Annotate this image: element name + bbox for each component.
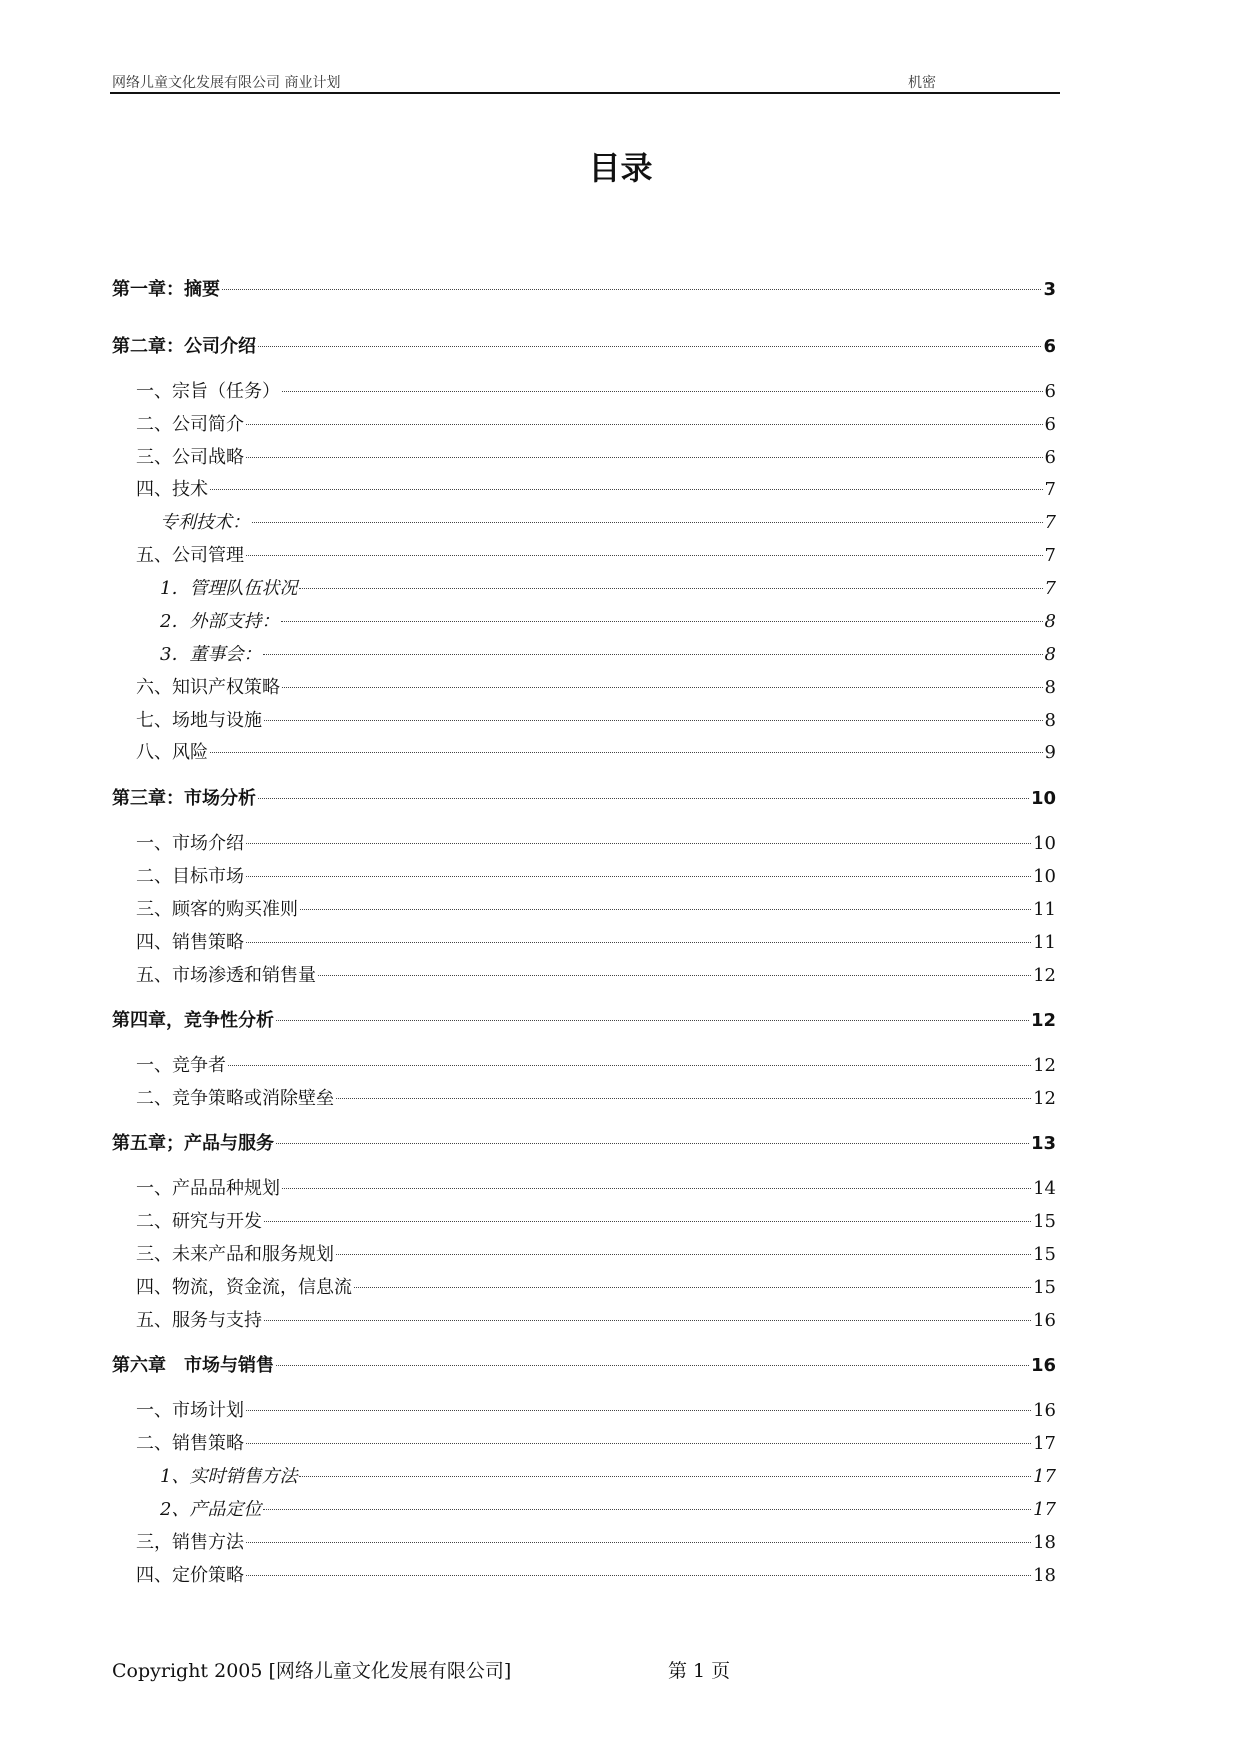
toc-entry-label: 第四章，竞争性分析 — [112, 1010, 274, 1031]
toc-entry-page: 12 — [1033, 965, 1056, 986]
toc-entry-section[interactable] — [112, 443, 1056, 469]
toc-entry-page: 8 — [1044, 677, 1056, 698]
toc-dot-leader — [282, 687, 1043, 688]
toc-entry-page: 7 — [1044, 512, 1056, 533]
toc-dot-leader — [281, 621, 1042, 622]
toc-entry-section[interactable] — [112, 377, 1056, 403]
toc-entry-section[interactable] — [112, 541, 1056, 567]
toc-entry-label: 一、产品品种规划 — [136, 1178, 280, 1199]
toc-entry-page: 6 — [1044, 414, 1056, 435]
toc-dot-leader — [246, 942, 1031, 943]
toc-entry-section[interactable] — [112, 928, 1056, 954]
toc-entry-page: 8 — [1044, 644, 1056, 665]
toc-entry-section[interactable] — [112, 1084, 1056, 1110]
toc-entry-label: 二、公司简介 — [136, 414, 244, 435]
toc-entry-section[interactable] — [112, 673, 1056, 699]
toc-entry-chapter[interactable] — [112, 1351, 1056, 1377]
toc-dot-leader — [299, 588, 1042, 589]
toc-entry-section[interactable] — [112, 475, 1056, 501]
toc-entry-sub[interactable] — [112, 1495, 1056, 1521]
toc-entry-section[interactable] — [112, 1396, 1056, 1422]
toc-dot-leader — [228, 1065, 1031, 1066]
toc-dot-leader — [318, 975, 1031, 976]
footer-page-number: 第 1 页 — [668, 1660, 731, 1682]
toc-entry-section[interactable] — [112, 706, 1056, 732]
toc-entry-label: 三、公司战略 — [136, 447, 244, 468]
toc-dot-leader — [246, 424, 1043, 425]
header-company: 网络儿童文化发展有限公司 商业计划 — [112, 75, 341, 91]
toc-dot-leader — [354, 1287, 1031, 1288]
toc-entry-label: 1．管理队伍状况 — [160, 578, 298, 599]
toc-entry-section[interactable] — [112, 1051, 1056, 1077]
toc-entry-page: 10 — [1030, 788, 1056, 809]
toc-dot-leader — [276, 1020, 1029, 1021]
toc-dot-leader — [222, 289, 1041, 290]
toc-entry-label: 一、竞争者 — [136, 1055, 226, 1076]
toc-entry-page: 14 — [1033, 1178, 1056, 1199]
toc-dot-leader — [276, 1365, 1029, 1366]
toc-entry-label: 六、知识产权策略 — [136, 677, 280, 698]
toc-entry-page: 11 — [1033, 932, 1056, 953]
toc-entry-label: 第二章：公司介绍 — [112, 336, 256, 357]
toc-entry-label: 二、销售策略 — [136, 1433, 244, 1454]
toc-dot-leader — [246, 1575, 1031, 1576]
toc-entry-page: 11 — [1033, 899, 1056, 920]
toc-entry-section[interactable] — [112, 738, 1056, 764]
toc-entry-section[interactable] — [112, 961, 1056, 987]
toc-entry-page: 17 — [1033, 1466, 1056, 1487]
toc-entry-page: 7 — [1044, 545, 1056, 566]
toc-entry-label: 专利技术： — [160, 512, 250, 533]
toc-entry-page: 8 — [1044, 710, 1056, 731]
toc-dot-leader — [210, 752, 1043, 753]
toc-entry-page: 7 — [1044, 479, 1056, 500]
toc-entry-label: 第三章：市场分析 — [112, 788, 256, 809]
toc-entry-section[interactable] — [112, 1561, 1056, 1587]
toc-dot-leader — [264, 1320, 1031, 1321]
toc-entry-section[interactable] — [112, 862, 1056, 888]
toc-entry-section[interactable] — [112, 829, 1056, 855]
toc-entry-label: 二、研究与开发 — [136, 1211, 262, 1232]
toc-entry-label: 五、市场渗透和销售量 — [136, 965, 316, 986]
toc-entry-label: 三，销售方法 — [136, 1532, 244, 1553]
toc-entry-page: 16 — [1030, 1355, 1056, 1376]
toc-dot-leader — [246, 1542, 1031, 1543]
toc-dot-leader — [336, 1254, 1031, 1255]
toc-entry-section[interactable] — [112, 895, 1056, 921]
toc-entry-page: 16 — [1033, 1310, 1056, 1331]
toc-dot-leader — [258, 798, 1029, 799]
toc-dot-leader — [276, 1143, 1029, 1144]
toc-entry-page: 15 — [1033, 1277, 1056, 1298]
toc-dot-leader — [246, 457, 1043, 458]
toc-entry-label: 一、市场介绍 — [136, 833, 244, 854]
toc-entry-page: 12 — [1033, 1088, 1056, 1109]
toc-entry-chapter[interactable] — [112, 1006, 1056, 1032]
toc-entry-page: 8 — [1044, 611, 1056, 632]
toc-dot-leader — [246, 1410, 1031, 1411]
toc-entry-page: 15 — [1033, 1244, 1056, 1265]
toc-entry-label: 第五章；产品与服务 — [112, 1133, 274, 1154]
toc-entry-page: 6 — [1043, 336, 1056, 357]
toc-entry-label: 四、销售策略 — [136, 932, 244, 953]
toc-entry-section[interactable] — [112, 1207, 1056, 1233]
toc-entry-sub[interactable] — [112, 640, 1056, 666]
toc-entry-section[interactable] — [112, 1528, 1056, 1554]
toc-entry-page: 10 — [1033, 866, 1056, 887]
toc-entry-label: 一、宗旨（任务） — [136, 381, 280, 402]
toc-entry-label: 三、顾客的购买准则 — [136, 899, 298, 920]
toc-entry-sub[interactable] — [112, 1462, 1056, 1488]
toc-entry-label: 3．董事会： — [160, 644, 262, 665]
toc-entry-label: 2、产品定位 — [160, 1499, 262, 1520]
toc-dot-leader — [263, 1509, 1031, 1510]
toc-entry-label: 八、风险 — [136, 742, 208, 763]
toc-dot-leader — [336, 1098, 1031, 1099]
toc-entry-sub[interactable] — [112, 508, 1056, 534]
toc-dot-leader — [264, 1221, 1031, 1222]
toc-entry-page: 10 — [1033, 833, 1056, 854]
toc-entry-page: 7 — [1044, 578, 1056, 599]
toc-entry-chapter[interactable] — [112, 1129, 1056, 1155]
toc-entry-page: 12 — [1033, 1055, 1056, 1076]
toc-dot-leader — [246, 876, 1031, 877]
toc-entry-label: 五、公司管理 — [136, 545, 244, 566]
toc-dot-leader — [263, 654, 1042, 655]
header-confidential: 机密 — [908, 75, 936, 91]
toc-entry-section[interactable] — [112, 1273, 1056, 1299]
toc-entry-label: 第一章：摘要 — [112, 279, 220, 300]
page-title: 目录 — [588, 149, 653, 187]
toc-entry-page: 12 — [1030, 1010, 1056, 1031]
toc-entry-chapter[interactable] — [112, 275, 1056, 301]
toc-entry-page: 17 — [1033, 1499, 1056, 1520]
toc-entry-chapter[interactable] — [112, 784, 1056, 810]
toc-entry-page: 17 — [1033, 1433, 1056, 1454]
toc-entry-section[interactable] — [112, 1306, 1056, 1332]
toc-entry-label: 四、定价策略 — [136, 1565, 244, 1586]
toc-dot-leader — [246, 555, 1043, 556]
toc-entry-page: 18 — [1033, 1565, 1056, 1586]
toc-entry-chapter[interactable] — [112, 332, 1056, 358]
toc-dot-leader — [282, 391, 1043, 392]
toc-dot-leader — [264, 720, 1043, 721]
toc-entry-label: 1、实时销售方法 — [160, 1466, 298, 1487]
toc-entry-page: 13 — [1030, 1133, 1056, 1154]
toc-entry-label: 三、未来产品和服务规划 — [136, 1244, 334, 1265]
toc-entry-label: 一、市场计划 — [136, 1400, 244, 1421]
footer-copyright: Copyright 2005 [网络儿童文化发展有限公司] — [112, 1660, 512, 1682]
toc-entry-sub[interactable] — [112, 607, 1056, 633]
toc-entry-sub[interactable] — [112, 574, 1056, 600]
toc-dot-leader — [258, 346, 1041, 347]
toc-dot-leader — [246, 843, 1031, 844]
toc-entry-page: 3 — [1043, 279, 1056, 300]
toc-dot-leader — [210, 489, 1043, 490]
toc-entry-page: 15 — [1033, 1211, 1056, 1232]
toc-entry-section[interactable] — [112, 1429, 1056, 1455]
toc-entry-section[interactable] — [112, 1174, 1056, 1200]
toc-entry-label: 2．外部支持： — [160, 611, 280, 632]
toc-entry-page: 18 — [1033, 1532, 1056, 1553]
toc-dot-leader — [282, 1188, 1031, 1189]
toc-entry-label: 二、竞争策略或消除壁垒 — [136, 1088, 334, 1109]
toc-entry-label: 二、目标市场 — [136, 866, 244, 887]
toc-dot-leader — [299, 1476, 1031, 1477]
toc-entry-label: 四、物流，资金流，信息流 — [136, 1277, 352, 1298]
toc-entry-page: 9 — [1044, 742, 1056, 763]
page-header — [110, 70, 1060, 94]
toc-dot-leader — [246, 1443, 1031, 1444]
toc-entry-page: 16 — [1033, 1400, 1056, 1421]
toc-entry-label: 四、技术 — [136, 479, 208, 500]
toc-entry-label: 第六章 市场与销售 — [112, 1355, 274, 1376]
toc-entry-label: 五、服务与支持 — [136, 1310, 262, 1331]
toc-dot-leader — [300, 909, 1031, 910]
toc-entry-section[interactable] — [112, 410, 1056, 436]
toc-entry-page: 6 — [1044, 447, 1056, 468]
toc-entry-page: 6 — [1044, 381, 1056, 402]
toc-dot-leader — [252, 522, 1043, 523]
toc-entry-section[interactable] — [112, 1240, 1056, 1266]
toc-entry-label: 七、场地与设施 — [136, 710, 262, 731]
